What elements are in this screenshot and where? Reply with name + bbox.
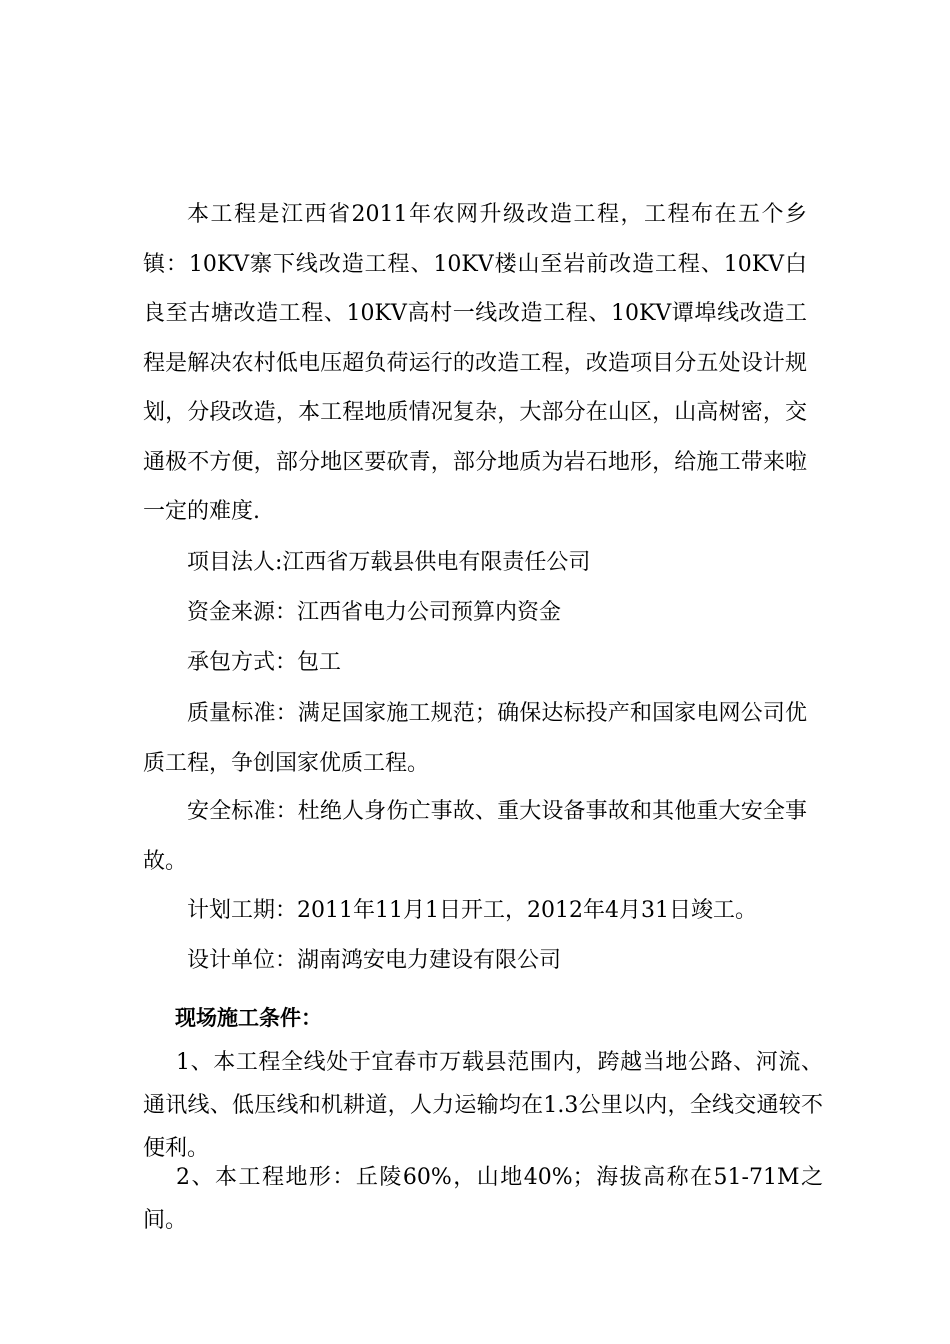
- site-condition-item-1: 1、本工程全线处于宜春市万载县范围内，跨越当地公路、河流、通讯线、低压线和机耕道，人力运输均在1.3公里以内，全线交通较不便利。: [143, 1050, 823, 1161]
- quality-standard-paragraph: 质量标准：满足国家施工规范；确保达标投产和国家电网公司优质工程，争创国家优质工程。: [143, 701, 807, 776]
- design-unit-line: 设计单位：湖南鸿安电力建设有限公司: [187, 948, 562, 973]
- site-condition-item-2: 2、本工程地形：丘陵60%，山地40%；海拔高称在51-71M之间。: [143, 1165, 823, 1233]
- safety-standard-paragraph: 安全标准：杜绝人身伤亡事故、重大设备事故和其他重大安全事故。: [143, 799, 807, 874]
- contract-method-line: 承包方式：包工: [187, 650, 342, 675]
- funding-source-line: 资金来源：江西省电力公司预算内资金: [187, 600, 562, 625]
- site-conditions-heading: 现场施工条件：: [175, 1006, 322, 1030]
- project-owner-line: 项目法人:江西省万载县供电有限责任公司: [187, 550, 591, 575]
- schedule-line: 计划工期：2011年11月1日开工，2012年4月31日竣工。: [187, 898, 757, 923]
- project-overview-paragraph: 本工程是江西省2011年农网升级改造工程，工程布在五个乡镇：10KV寨下线改造工程、10KV楼山至岩前改造工程、10KV白良至古塘改造工程、10KV高村一线改造工程、10KV谭埠线改造工程是解决农村低电压超负荷运行的改造工程，改造项目分五处设计规划，分段改造，本工程地质情况复杂，大部分在山区，山高树密，交通极不方便，部分地区要砍青，部分地质为岩石地形，给施工带来啦一定的难度.: [143, 202, 807, 524]
